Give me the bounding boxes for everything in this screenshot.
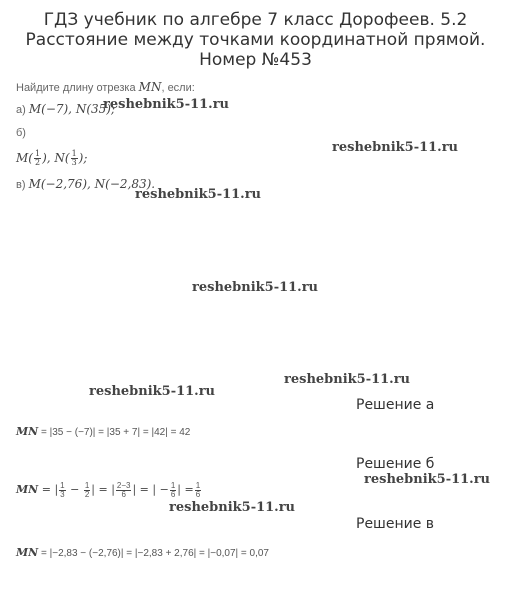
frac-numerator: 1 xyxy=(71,149,77,158)
solution-b-line xyxy=(16,482,202,499)
watermark: reshebnik5-11.ru xyxy=(135,187,262,202)
task-part-b xyxy=(16,150,87,167)
task-part-b-label xyxy=(16,127,26,139)
page-title: ГДЗ учебник по алгебре 7 класс Дорофеев. 5.2 Расстояние между точками координатной прямой. Номер №453 xyxy=(25,10,486,70)
solution-c-line xyxy=(16,546,269,559)
frac-denominator: 3 xyxy=(60,490,65,499)
frac-numerator: 1 xyxy=(195,481,201,490)
frac-denominator: 6 xyxy=(121,490,126,499)
solution-b-op: | = | − xyxy=(132,483,169,497)
frac-numerator: 1 xyxy=(34,149,41,158)
task-b-frac-n xyxy=(71,150,78,167)
task-c-label: в) xyxy=(16,179,26,191)
solution-b-frac xyxy=(195,482,201,499)
solution-c-text: = |−2,83 − (−2,76)| = |−2,83 + 2,76| = |−0,07| = 0,07 xyxy=(38,548,269,559)
task-prompt-var: MN xyxy=(138,80,162,94)
frac-denominator: 6 xyxy=(170,490,176,499)
solution-a-mn: MN xyxy=(16,425,39,438)
task-prompt-end: , если: xyxy=(161,82,195,94)
frac-numerator: 1 xyxy=(84,481,90,490)
task-a-label: а) xyxy=(16,104,26,116)
task-b-frac-m xyxy=(34,150,41,167)
frac-numerator: 1 xyxy=(170,481,176,490)
solution-c-heading: Решение в xyxy=(356,516,435,532)
frac-denominator: 3 xyxy=(71,158,77,167)
solution-b-heading: Решение б xyxy=(356,456,435,472)
solution-b-mn: MN xyxy=(16,483,39,497)
solution-b-frac xyxy=(170,482,176,499)
solution-a-heading: Решение а xyxy=(356,397,435,413)
solution-b-frac xyxy=(116,482,132,499)
task-prompt xyxy=(16,80,195,94)
watermark: reshebnik5-11.ru xyxy=(169,500,296,515)
task-b-label: б) xyxy=(16,127,26,139)
watermark: reshebnik5-11.ru xyxy=(364,472,491,487)
solution-b-op: | = | xyxy=(91,483,115,497)
task-b-m-mid: ), N( xyxy=(42,151,70,165)
watermark: reshebnik5-11.ru xyxy=(284,372,411,387)
solution-c-mn: MN xyxy=(16,546,39,559)
frac-numerator: 2−3 xyxy=(116,481,131,490)
task-a-math: M(−7), N(35); xyxy=(28,102,115,116)
task-b-m-right: ); xyxy=(78,151,88,165)
watermark: reshebnik5-11.ru xyxy=(103,97,230,112)
frac-denominator: 2 xyxy=(84,490,90,499)
watermark: reshebnik5-11.ru xyxy=(192,280,319,295)
task-part-a xyxy=(16,102,115,116)
solution-b-frac xyxy=(84,482,90,499)
solution-b-op: | = xyxy=(177,483,194,497)
frac-denominator: 6 xyxy=(195,490,201,499)
solution-b-op: = | xyxy=(38,483,59,497)
task-b-m-left: M( xyxy=(16,151,33,165)
solution-b-frac xyxy=(59,482,65,499)
solution-b-op: − xyxy=(66,483,83,497)
task-c-math: M(−2,76), N(−2,83). xyxy=(28,177,156,191)
solution-a-text: = |35 − (−7)| = |35 + 7| = |42| = 42 xyxy=(38,427,191,438)
frac-denominator: 2 xyxy=(34,158,41,167)
frac-numerator: 1 xyxy=(60,481,65,490)
task-b-math xyxy=(16,151,87,165)
watermark: reshebnik5-11.ru xyxy=(332,140,459,155)
watermark: reshebnik5-11.ru xyxy=(89,384,216,399)
task-prompt-text: Найдите длину отрезка xyxy=(16,82,136,94)
solution-a-line xyxy=(16,425,190,438)
